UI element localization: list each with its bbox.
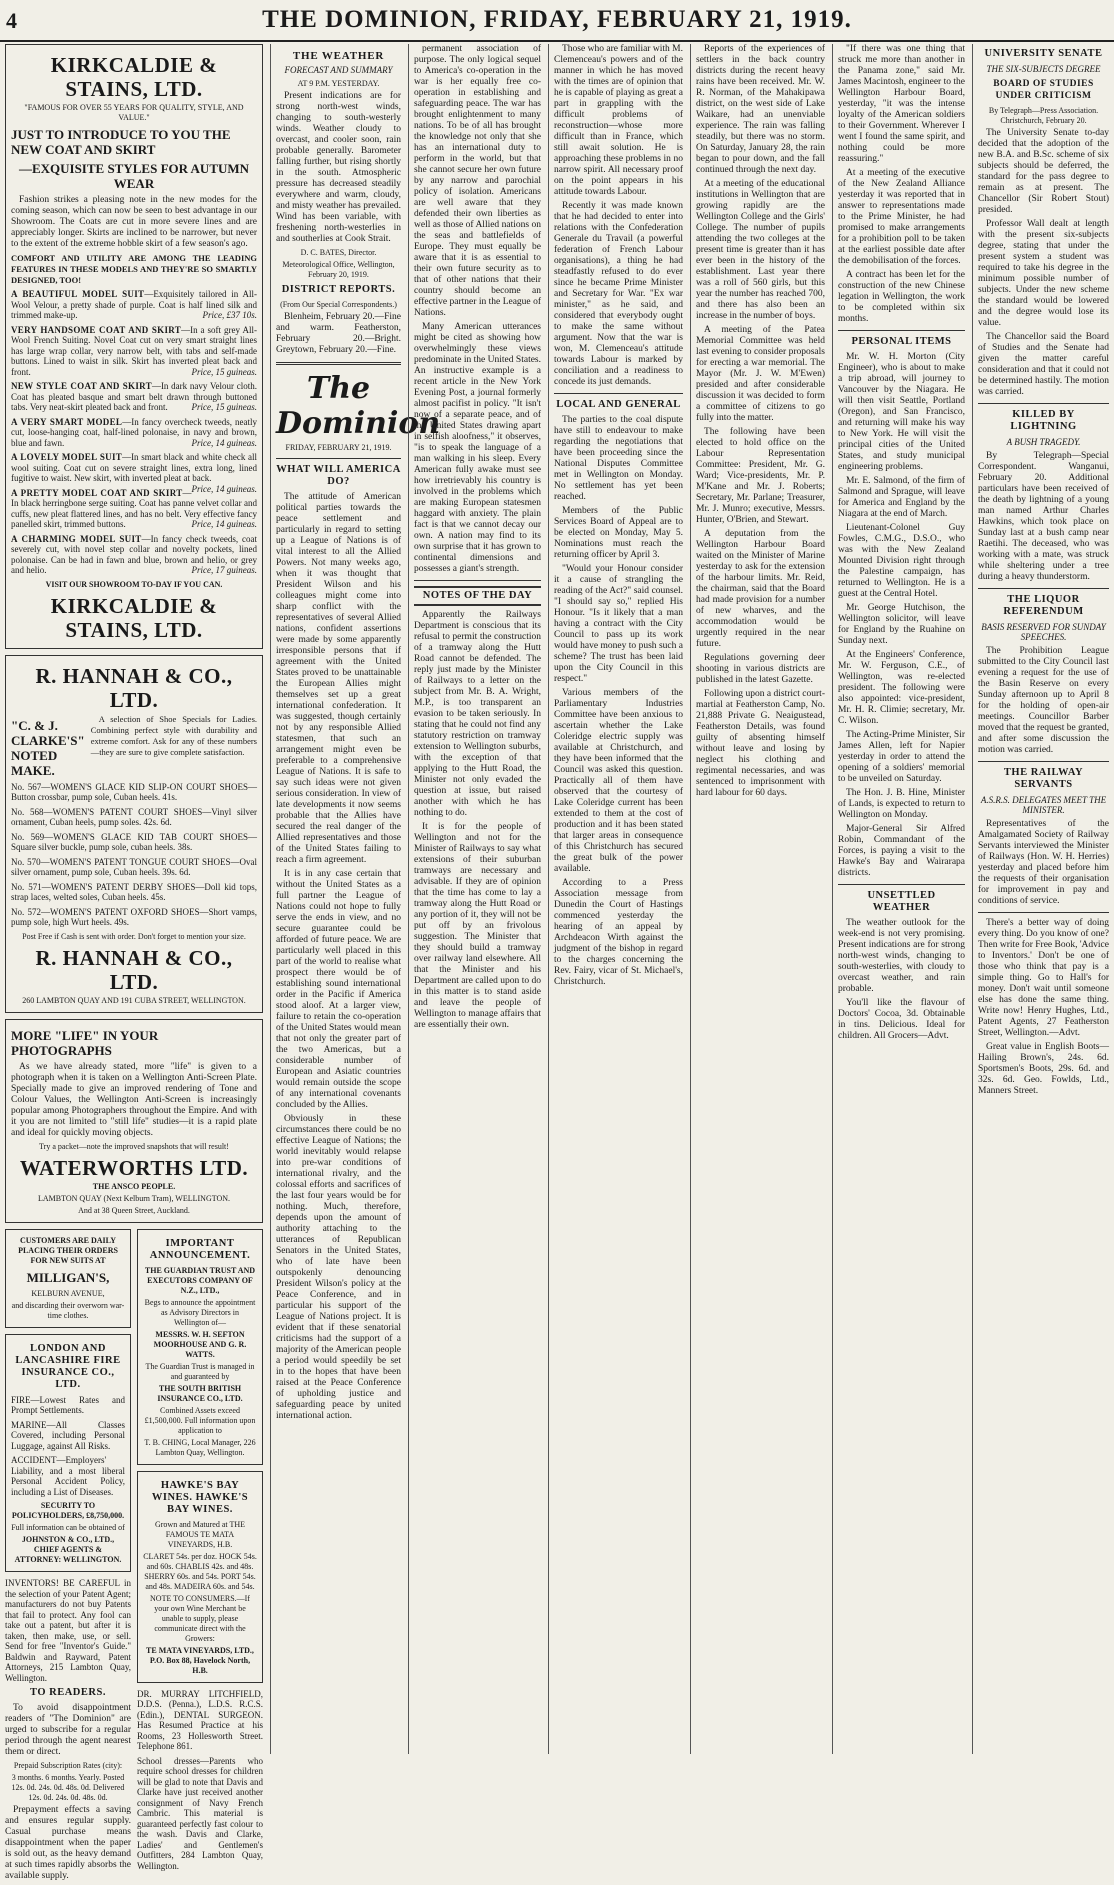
waterworths-brand: WATERWORTHS LTD. [11, 1156, 257, 1180]
kirkcaldie-item: A LOVELY MODEL SUIT—In smart black and white check all wool suiting. Coat cut on severe straight lines, extra long, lined fugitive to waist. New skirt, with inverted pleat at back. Price, 14 guineas. [11, 452, 257, 484]
personal-paragraph: At the Engineers' Conference, Mr. W. Ferguson, C.E., of Wellington, was re-elected president. The following were also appointed: vice-president, Mr. H. R. Climie; secretary, Mr. C. Wilson. [838, 650, 965, 727]
milligan-address: KELBURN AVENUE, [11, 1289, 125, 1299]
boots-advert: Great value in English Boots—Hailing Brown's, 24s. 6d. Sportsmen's Boots, 29s. 6d. and 32s. 6d. Geo. Fowlds, Ltd., Manners Street. [978, 1042, 1109, 1097]
readers-rates: 3 months. 6 months. Yearly. Posted 12s. 0d. 24s. 0d. 48s. 0d. Delivered 12s. 0d. 24s. 0d. 48s. 0d. [5, 1773, 131, 1803]
dental-advert: DR. MURRAY LITCHFIELD, D.D.S. (Penna.), L.D.S. R.C.S. (Edin.), DENTAL SURGEON. Has Resumed Practice at his Rooms, 23 Hollesworth Street. Telephone 861. [137, 1689, 263, 1752]
local-paragraph: The parties to the coal dispute have still to endeavour to make regarding the negotiations that have been proceeding since the National Disputes Committee met in Wellington on Monday. No settlement has yet been reached. [554, 415, 683, 503]
senate-paragraph: Professor Wall dealt at length with the present six-subjects degree, stating that under the present system a student was required to take his degree in the minimum possible number of subjects. Under the new scheme the standard would be lowered and the degree would lose its value. [978, 219, 1109, 329]
news-column-5 [548, 44, 688, 1754]
kirkcaldie-tagline: "FAMOUS FOR OVER 55 YEARS FOR QUALITY, STYLE, AND VALUE." [11, 103, 257, 123]
personal-paragraph: Major-General Sir Alfred Robin, Commandant of the Forces, is paying a visit to the Hawke's Bay and Wairarapa districts. [838, 824, 965, 879]
life-body: As we have already stated, more "life" is given to a photograph when it is taken on a Wellington Anti-Screen Plate. Specially made to give an improved rendering of Tone and Colour Values, the Wellington Anti-Screen is increasingly popular among Photographers throughout the Empire. And with it you are not limited to "still life" studies—it is a rapid plate and ideal for quickly moving objects. [11, 1062, 257, 1139]
editorial-paragraph: Obviously in these circumstances there could be no effective League of Nations; the world inevitably would relapse into pre-war conditions of international rivalry, and the colossal efforts and sacrifices of the last four years would be for nothing. Much, therefore, depends upon the amount of authority attaching to the utterances of Republican Senators in the United States, who of late have been outspokenly denouncing President Wilson's policy at the Peace Conference, and in particular his support of the League of Nations project. It is evident that if these senatorial criticisms had the support of a majority of the American people a period would speedily be set in to the hopes that have been raised at the Peace Conference of upholding justice and safeguarding peace by united international action. [276, 1114, 401, 1422]
column-paragraph: At a meeting of the educational institutions in Wellington that are growing rapidly are the Wellington College and the Girls' College. The number of pupils attending the two colleges at the present time is greater than it has ever been in the history of the establishment. Last year there was a roll of 560 girls, but this year the number has reached 700, and there has also been an increase in the number of boys. [696, 179, 825, 322]
hannah-blurb: A selection of Shoe Specials for Ladies. Combining perfect style with durability and extreme comfort. Ask for any of these numbers—they are sure to give complete satisfaction. [91, 714, 257, 779]
editorial-column [270, 44, 406, 1754]
railway-servants-head: THE RAILWAY SERVANTS [978, 767, 1109, 791]
hannah-address-brand: R. HANNAH & CO., LTD. [11, 946, 257, 994]
lightning-head: KILLED BY LIGHTNING [978, 409, 1109, 433]
newspaper-flag: The Dominion [276, 371, 401, 441]
column-paragraph: A deputation from the Wellington Harbour Board waited on the Minister of Marine yesterday to ask for the extension of the harbour limits. Mr. Reid, the chairman, said that the Board had made provision for a number of new wharves, and the accommodation would be urgently required in the near future. [696, 529, 825, 650]
unsettled-weather-text: The weather outlook for the week-end is not very promising. Present indications are for strong north-west winds, changing to south-westerlies, with cloudy to overcast weather, and rain probable. [838, 918, 965, 995]
insurance-brand: LONDON AND LANCASHIRE FIRE INSURANCE CO., LTD. [11, 1343, 125, 1391]
announcement-body2: The Guardian Trust is managed in and guaranteed by [143, 1362, 257, 1382]
life-headline: MORE "LIFE" IN YOUR PHOTOGRAPHS [11, 1028, 257, 1058]
unsettled-weather-head: UNSETTLED WEATHER [838, 890, 965, 914]
notes-paragraph: It is for the people of Wellington and not for the Minister of Railways to say what extensions of their suburban tramways are necessary and advisable. If they are of opinion that the time has come to lay a tramway along the Hutt Road or any portion of it, they will not be put off by an frivolous suggestion. The Minister that they should build a tramway over railway land elsewhere. All that the Minister and his Department are called upon to do in this matter is to stand aside and leave the people of Wellington to manage affairs that are essentially their own. [414, 822, 541, 1031]
news-column-6 [690, 44, 830, 1754]
hannah-item: No. 571—WOMEN'S PATENT DERBY SHOES—Doll kid tops, strap laces, welted soles, Cuban heels. 45s. [11, 882, 257, 903]
local-paragraph: According to a Press Association message from Dunedin the Court of Hastings commenced yesterday the hearing of an appeal by Archdeacon Wirth against the judgment of the bishop in regard to the charges concerning the Rev. Fairy, vicar of St. Michael's, Christchurch. [554, 878, 683, 988]
editorial-paragraph: It is in any case certain that without the United States as a full partner the League of Nations could not hope to fully serve the ends in view, and no secure guarantee could be afforded of future peace. We are particularly well placed in this part of the world to realise what prospect there would be of establishing sound international order in the Pacific if America stood aloof. At a larger view, failure to retain the co-operation of the United States would mean that not only the greater part of the two Americas, but a considerable number of European and Asiatic countries would remain outside the scope of any international covenants concluded by the Allies. [276, 869, 401, 1111]
column-paragraph: permanent association of purpose. The only logical sequel to America's co-operation in the war is her equally free co-operation in establishing and safeguarding peace. The war has brought enlightenment to many nations. To be of all has brought the knowledge not only that she has an international duty to perform in the world, but that she cannot secure her own future by any narrow and parochial policy of isolation. Americans are well aware that they defended their own liberties as well as those of Allied nations on the seas and battlefields of Europe. They must equally be aware that it is as essential to their own future security as to that of other nations that their country should become an effective partner in the League of Nations. [414, 44, 541, 319]
announcement-assets: Combined Assets exceed £1,500,000. Full information upon application to [143, 1406, 257, 1436]
newspaper-title: THE DOMINION, FRIDAY, FEBRUARY 21, 1919. [0, 6, 1114, 34]
personal-items-head: PERSONAL ITEMS [838, 336, 965, 348]
kirkcaldie-brand: KIRKCALDIE & STAINS, LTD. [11, 53, 257, 101]
column-paragraph: Those who are familiar with M. Clemenceau's powers and of the manner in which he has moved with the times are of opinion that he is capable of playing as great a part in grappling with the difficult problems of reconstruction—whose more difficult than in France, which still await solution. He is approaching these problems in no narrow spirit. All necessary proof on the point appears in his attitude towards Labour. [554, 44, 683, 198]
readers-rates-title: Prepaid Subscription Rates (city): [5, 1761, 131, 1771]
personal-paragraph: Lieutenant-Colonel Guy Fowles, C.M.G., D.S.O., who was with the New Zealand Mounted Division right through the Palestine campaign, has returned to Wellington. He is a guest at the Central Hotel. [838, 523, 965, 600]
ads-column-left [0, 44, 268, 1754]
weather-text: Present indications are for strong north-west winds, changing to south-westerly winds. Weather cloudy to overcast, and cooler soon, rain probable generally. Barometer falling further, but rising shortly in the south. Atmospheric pressure has decreased steadily everywhere and warm, cloudy, and misty weather has prevailed. Wind has been variable, with freshening north-westerlies in and southerlies at Cook Strait. [276, 91, 401, 245]
readers-footer: Prepayment effects a saving and ensures regular supply. Casual purchase means disappointment when the paper is sold out, as the heavy demand at such times rapidly absorbs the available supply. [5, 1805, 131, 1882]
column-paragraph: At a meeting of the executive of the New Zealand Alliance yesterday it was reported that in answer to representations made to the Prime Minister, he had promised to make arrangements for a prohibition poll to be taken at the earliest possible date after the demobilisation of the forces. [838, 168, 965, 267]
announcement-directors: MESSRS. W. H. SEFTON MOORHOUSE AND G. R. WATTS. [143, 1330, 257, 1360]
cocoa-advert: You'll like the flavour of Doctors' Cocoa, 3d. Obtainable in tins. Delicious. Ideal for children. All Grocers—Advt. [838, 998, 965, 1042]
page-number: 4 [6, 8, 17, 34]
personal-paragraph: The Acting-Prime Minister, Sir James Allen, left for Napier yesterday in order to attend the opening of a soldiers' memorial to be unveiled on Saturday. [838, 730, 965, 785]
insurance-item: FIRE—Lowest Rates and Prompt Settlements. [11, 1395, 125, 1416]
patents-advert: There's a better way of doing every thing. Do you know of one? Then write for Free Book, 'Advice to Inventors.' Don't be one of those who think that pay is a simple thing. Go to Hall's for money. Don't wait until someone else has done the same thing. Write now! Henry Hughes, Ltd., Patent Agents, 27 Featherston Street, Wellington.—Advt. [978, 918, 1109, 1039]
kirkcaldie-headline: JUST TO INTRODUCE TO YOU THE NEW COAT AND SKIRT [11, 127, 257, 157]
kirkcaldie-subhead2: COMFORT AND UTILITY ARE AMONG THE LEADING FEATURES IN THESE MODELS AND THEY'RE SO SMARTLY DESIGNED, TOO! [11, 253, 257, 286]
kirkcaldie-item: A PRETTY MODEL COAT AND SKIRT—In black herringbone serge suiting. Coat has panne velvet collar and cuffs, new pleat flattered lines, and has no belt. Very effective fancy panelled skirt, trimmed buttons. Price, 14 guineas. [11, 488, 257, 530]
personal-paragraph: Mr. George Hutchison, the Wellington solicitor, will leave for England by the Ruahine on Sunday next. [838, 603, 965, 647]
hannah-brand: R. HANNAH & CO., LTD. [11, 664, 257, 712]
insurance-advert [5, 1334, 131, 1573]
lightning-sub: A BUSH TRAGEDY. [978, 437, 1109, 447]
life-tagline: Try a packet—note the improved snapshots that will result! [11, 1142, 257, 1152]
kirkcaldie-item: A CHARMING MODEL SUIT—In fancy check tweeds, coat severely cut, with novel step collar and novelty pockets, lined polonaise. Can be had in fawn and blue, brown and helio, or grey and helio. Price, 17 guineas. [11, 534, 257, 576]
column-paragraph: "If there was one thing that struck me more than another in the Panama zone," said Mr. James Macintosh, engineer to the Wellington Harbour Board, yesterday, "it was the intense loyalty of the American soldiers to their Government. Wherever I went I found the same spirit, and nothing could be more reassuring." [838, 44, 965, 165]
wines-advert [137, 1471, 263, 1683]
column-paragraph: Recently it was made known that he had decided to enter into relations with the Confederation Generale du Travail (a powerful federation of French Labour organisations), a thing he had steadfastly refused to do ever since he became Prime Minister and Secretary for War. "Ex war minister," as he said, and considered that everybody ought to make the same without argument. Now that the war is won, M. Clemenceau's attitude towards Labour is marked by conciliation and a readiness to concede its just demands. [554, 201, 683, 388]
kirkcaldie-item: A VERY SMART MODEL—In fancy overcheck tweeds, neatly cut, loose-hanging coat, half-lined polonaise, in navy and brown, blue and fawn. Price, 14 guineas. [11, 417, 257, 449]
notes-paragraph: Apparently the Railways Department is conscious that its refusal to permit the construction of a tramway along the Hutt Road cannot be defended. The reply just made by the Minister of Railways to a letter on the subject from Mr. B. A. Wright, M.P., is too transparent an evasion to be taken seriously. In stating that he could not find any statutory restriction on tramway extension to Wellington suburbs, with the exception of that applying to the Hutt Road, the Minister not only evaded the question at issue, but raised another with which he has nothing to do. [414, 610, 541, 819]
milligan-text: and discarding their overworn war-time clothes. [11, 1301, 125, 1321]
column-paragraph: Reports of the experiences of settlers in the back country districts during the recent heavy rains have been received. Mr. W. R. Norman, of the Mahakipawa district, on the west side of Lake Waikare, had an unenviable experience. The rain was falling steadily, but there was no storm. On Saturday, January 28, the rain began to pour down, and the fall continued through the next day. [696, 44, 825, 176]
news-column-4 [408, 44, 546, 1754]
district-reports-sub: (From Our Special Correspondents.) [276, 300, 401, 310]
university-senate-sub2: BOARD OF STUDIES UNDER CRITICISM [978, 78, 1109, 102]
personal-paragraph: Mr. E. Salmond, of the firm of Salmond and Sprague, will leave for America and England by the Niagara at the end of March. [838, 476, 965, 520]
weather-time: AT 9 P.M. YESTERDAY. [276, 79, 401, 89]
insurance-security: SECURITY TO POLICYHOLDERS, £8,750,000. [11, 1501, 125, 1521]
insurance-item: ACCIDENT—Employers' Liability, and a most liberal Personal Accident Policy, including a List of Diseases. [11, 1455, 125, 1497]
kirkcaldie-footer: VISIT OUR SHOWROOM TO-DAY IF YOU CAN. [11, 580, 257, 590]
personal-paragraph: Mr. W. H. Morton (City Engineer), who is about to make a trip abroad, will journey to Vancouver by the Niagara. He will then visit Seattle, Portland (Oregon), and San Francisco, and returning will make his way to New York. He will visit the principal cities of the United States, and study municipal engineering problems. [838, 352, 965, 473]
inventors-advert: INVENTORS! BE CAREFUL in the selection of your Patent Agent; manufacturers do not buy Patents that fail to protect. Any fool can take out a patent, but after it is taken, then make, use, or sell. Send for free "Inventor's Guide." Baldwin and Rayward, Patent Attorneys, 215 Lambton Quay, Wellington. [5, 1578, 131, 1683]
news-column-8 [972, 44, 1114, 1754]
university-senate-byline: By Telegraph—Press Association. Christchurch, February 20. [978, 106, 1109, 126]
weather-sub: FORECAST AND SUMMARY [276, 65, 401, 75]
announcement-guarantor: THE SOUTH BRITISH INSURANCE CO., LTD. [143, 1384, 257, 1404]
senate-paragraph: The University Senate to-day decided that the adoption of the new B.A. and B.Sc. scheme of six subjects should be deferred, the standard for the pass degree to remain as at present. The Chancellor (Sir Robert Stout) presided. [978, 128, 1109, 216]
school-dresses-advert: School dresses—Parents who require school dresses for children will be glad to note that Davis and Clarke have just received another consignment of Navy French Cambric. This material is guaranteed perfectly fast colour to the wash. Davis and Clarke, Ladies' and Gentlemen's Outfitters, 284 Lambton Quay, Wellington. [137, 1756, 263, 1872]
column-paragraph: A meeting of the Patea Memorial Committee was held last evening to consider proposals for erecting a war memorial. The Mayor (Mr. J. W. M'Ewen) presided and after considerable discussion it was decided to form a committee of citizens to go fully into the matter. [696, 325, 825, 424]
university-senate-head: UNIVERSITY SENATE [978, 48, 1109, 60]
wines-sub: Grown and Matured at THE FAMOUS TE MATA VINEYARDS, H.B. [143, 1520, 257, 1550]
hannah-advert [5, 655, 263, 1013]
kirkcaldie-item-list [11, 289, 257, 576]
column-paragraph: Regulations governing deer shooting in various districts are published in the latest Gazette. [696, 653, 825, 686]
kirkcaldie-item: A BEAUTIFUL MODEL SUIT—Exquisitely tailored in All-Wool Velour, a pretty shade of purple. Coat is half lined silk and trimmed make-up. Price, £37 10s. [11, 289, 257, 321]
kirkcaldie-item: NEW STYLE COAT AND SKIRT—In dark navy Velour cloth. Coat has pleated basque and smart belt drawn through buttoned tabs. Very neat-skirt pleated back and front. Price, 15 guineas. [11, 381, 257, 413]
small-ads-row [5, 1229, 263, 1885]
wines-head: HAWKE'S BAY WINES. HAWKE'S BAY WINES. [143, 1480, 257, 1516]
waterworths-advert [5, 1019, 263, 1223]
weather-office: Meteorological Office, Wellington, February 20, 1919. [276, 260, 401, 280]
insurance-item: MARINE—All Classes Covered, including Personal Luggage, against All Risks. [11, 1420, 125, 1452]
readers-body: To avoid disappointment readers of "The Dominion" are urged to subscribe for a regular period through the agent nearest them or direct. [5, 1703, 131, 1758]
weather-signed: D. C. BATES, Director. [276, 248, 401, 258]
insurance-agents: JOHNSTON & CO., LTD., CHIEF AGENTS & ATTORNEY: WELLINGTON. [11, 1535, 125, 1565]
lightning-paragraph: By Telegraph—Special Correspondent. Wanganui, February 20. Additional particulars have been received of the death by lightning of a young man named Arthur Charles Hawkins, which took place on Sunday last at a bush camp near Raetihi. The deceased, who was working with a mate, was struck while sheltering under a tree during a heavy thunderstorm. [978, 451, 1109, 583]
news-column-7 [832, 44, 970, 1754]
announcement-body: Begs to announce the appointment as Advisory Directors in Wellington of— [143, 1298, 257, 1328]
hannah-item: No. 569—WOMEN'S GLACE KID TAB COURT SHOES—Square silver buckle, pump sole, cuban heels. 38s. [11, 832, 257, 853]
kirkcaldie-item: VERY HANDSOME COAT AND SKIRT—In a soft grey All-Wool French Suiting. Novel Coat cut on very smart straight lines has large wrap collar, very narrow belt, with tabs and self-made buttons. Lined to waist in silk. Skirt has inverted pleat back and front. Price, 15 guineas. [11, 325, 257, 378]
waterworths-address2: And at 38 Queen Street, Auckland. [11, 1206, 257, 1216]
column-paragraph: A contract has been let for the construction of the new Chinese legation in Wellington, the work to be completed within six months. [838, 270, 965, 325]
editorial-paragraph: The attitude of American political parties towards the peace settlement and particularly in regard to setting up a League of Nations is of vital interest to all the Allied Powers. Not many weeks ago, when it was thought that President Wilson and his colleagues might come into sharp conflict with the representatives of several Allied nations, confident assertions were made by some apparently irresponsible persons that if agreement with the United States proved to be unattainable the European Allies might themselves set up a great international confederation. It was suggested, though certainly not by any responsible Allied statesmen, that such an arrangement might even be preferable to a comprehensive League of Nations. It is safe to say such ideas were not given serious consideration. In view of late developments it now seems probable that the Allies have secured the real danger of the Allied representatives and those of the United States failing to reach a firm agreement. [276, 492, 401, 866]
district-reports-text: Blenheim, February 20.—Fine and warm. Featherston, February 20.—Bright. Greytown, February 20.—Fine. [276, 312, 401, 356]
insurance-info: Full information can be obtained of [11, 1523, 125, 1533]
liquor-paragraph: The Prohibition League submitted to the City Council last evening a request for the use of the Basin Reserve on every Sunday afternoon up to April 8 for the holding of open-air meetings. Councillor Barber moved that the request be granted, and after some discussion the motion was carried. [978, 646, 1109, 756]
hannah-item: No. 570—WOMEN'S PATENT TONGUE COURT SHOES—Oval silver ornament, pump sole, Cuban heels. 39s. 6d. [11, 857, 257, 878]
milligan-brand: MILLIGAN'S, [11, 1270, 125, 1285]
district-reports-head: DISTRICT REPORTS. [276, 284, 401, 296]
local-paragraph: "Would your Honour consider it a cause of strangling the reading of the Act?" said counsel. "I should say so," replied His Honour. "Is it likely that a man having a contract with the City Council to pass up its work would have money to push such a scheme? The trust has been laid upon the City Council in this respect." [554, 564, 683, 685]
local-and-general-head: LOCAL AND GENERAL [554, 399, 683, 411]
editorial-date: FRIDAY, FEBRUARY 21, 1919. [276, 443, 401, 453]
hannah-item: No. 567—WOMEN'S GLACE KID SLIP-ON COURT SHOES—Button crossbar, pump sole, Cuban heels. 41s. [11, 782, 257, 803]
hannah-make: "C. & J. CLARKE'S" NOTED MAKE. [11, 718, 85, 778]
hannah-post-note: Post Free if Cash is sent with order. Don't forget to mention your size. [11, 932, 257, 942]
railway-paragraph: Representatives of the Amalgamated Society of Railway Servants interviewed the Minister of Railways (Hon. W. H. Herries) yesterday and placed before him the requests of their organisation for improvement in pay and conditions of service. [978, 819, 1109, 907]
hannah-item: No. 568—WOMEN'S PATENT COURT SHOES—Vinyl silver ornament, Cuban heels, pump soles. 42s. 6d. [11, 807, 257, 828]
kirkcaldie-subhead: —EXQUISITE STYLES FOR AUTUMN WEAR [11, 161, 257, 191]
weather-head: THE WEATHER [276, 50, 401, 62]
university-senate-sub: THE SIX-SUBJECTS DEGREE [978, 64, 1109, 74]
kirkcaldie-intro: Fashion strikes a pleasing note in the new modes for the coming season, which can now be seen to best advantage in our Showroom. The Coats are cut in more severe lines and are appreciably longer. Skirts are inclined to be narrower, but never to the extent of the extreme hobble skirt of a few season's ago. [11, 195, 257, 250]
milligan-advert [5, 1229, 131, 1328]
kirkcaldie-advert [5, 44, 263, 649]
hannah-item: No. 572—WOMEN'S PATENT OXFORD SHOES—Short vamps, pump sole, high Wurt heels. 49s. [11, 907, 257, 928]
announcement-signature: T. B. CHING, Local Manager, 226 Lambton Quay, Wellington. [143, 1438, 257, 1458]
column-paragraph: The following have been elected to hold office on the Labour Representation Committee: President, Mr. G. Ward; Vice-presidents, Mr. P. M'Kane and Mr. J. Roberts; Secretary, Mr. Parlane; Treasurer, Mr. J. Munro; executive, Messrs. Hunter, O'Brien, and Stewart. [696, 427, 825, 526]
railway-servants-sub: A.S.R.S. DELEGATES MEET THE MINISTER. [978, 795, 1109, 815]
wines-note: NOTE TO CONSUMERS.—If your own Wine Merchant be unable to supply, please communicate direct with the Growers: [143, 1594, 257, 1644]
milligan-lead: CUSTOMERS ARE DAILY PLACING THEIR ORDERS FOR NEW SUITS AT [11, 1236, 125, 1266]
column-paragraph: Many American utterances might be cited as showing how overwhelmingly these views predominate in the United States. An instructive example is a recent article in the New York Evening Post, a journal formerly almost pacifist in policy. "It isn't now of a separate peace, and of the United States drawing apart in selfish aloofness," it observes, "is to speak the language of a man walking in his sleep. Every American fully awake must see how irretrievably his country is involved in the problems which are making European statesmen haggard with anxiety. The plain fact is that we cannot decay our own. A nation may find to its own surprise that it has grown to continental dimensions and possesses a giant's strength. [414, 322, 541, 575]
liquor-referendum-head: THE LIQUOR REFERENDUM [978, 594, 1109, 618]
personal-paragraph: The Hon. J. B. Hine, Minister of Lands, is expected to return to Wellington on Monday. [838, 788, 965, 821]
announcement-company: THE GUARDIAN TRUST AND EXECUTORS COMPANY OF N.Z., LTD., [143, 1266, 257, 1296]
readers-head: TO READERS. [5, 1687, 131, 1699]
local-paragraph: Various members of the Parliamentary Industries Committee have been anxious to ascertain whether the Lake Coleridge electric supply was available at Christchurch, and they have been informed that the Council was asked this question. Practically all of them have observed that the courtesy of Lake Coleridge current has been extended to them at the cost of production and it has been stated that larger areas in consequence of this Christchurch has secured the great bulk of the power available. [554, 688, 683, 875]
waterworths-sub: THE ANSCO PEOPLE. [11, 1182, 257, 1192]
notes-of-the-day-head: NOTES OF THE DAY [414, 586, 541, 606]
waterworths-address: LAMBTON QUAY (Next Kelburn Tram), WELLINGTON. [11, 1194, 257, 1204]
column-paragraph: Following upon a district court-martial at Featherston Camp, No. 21,888 Private G. Neaigustead, Featherston Details, was found guilty of absenting himself without leave and losing by neglect his clothing and regimental necessaries, and was sentenced to imprisonment with hard labour for 60 days. [696, 689, 825, 799]
hannah-address: 260 LAMBTON QUAY AND 191 CUBA STREET, WELLINGTON. [11, 996, 257, 1006]
kirkcaldie-brand-repeat: KIRKCALDIE & STAINS, LTD. [11, 594, 257, 642]
wines-list: CLARET 54s. per doz. HOCK 54s. and 60s. CHABLIS 42s. and 48s. SHERRY 60s. and 54s. PORT 54s. and 48s. MADEIRA 60s. and 54s. [143, 1552, 257, 1592]
local-paragraph: Members of the Public Services Board of Appeal are to be elected on Monday, May 5. Nominations must reach the returning officer by April 3. [554, 506, 683, 561]
guardian-trust-advert [137, 1229, 263, 1465]
announcement-head: IMPORTANT ANNOUNCEMENT. [143, 1238, 257, 1262]
liquor-referendum-sub: BASIS RESERVED FOR SUNDAY SPEECHES. [978, 622, 1109, 642]
wines-grower: TE MATA VINEYARDS, LTD., P.O. Box 88, Havelock North, H.B. [143, 1646, 257, 1676]
masthead [0, 0, 1114, 42]
editorial-head: WHAT WILL AMERICA DO? [276, 464, 401, 488]
senate-paragraph: The Chancellor said the Board of Studies and the Senate had given the matter careful consideration and that it could not be determined hastily. The motion was carried. [978, 332, 1109, 398]
